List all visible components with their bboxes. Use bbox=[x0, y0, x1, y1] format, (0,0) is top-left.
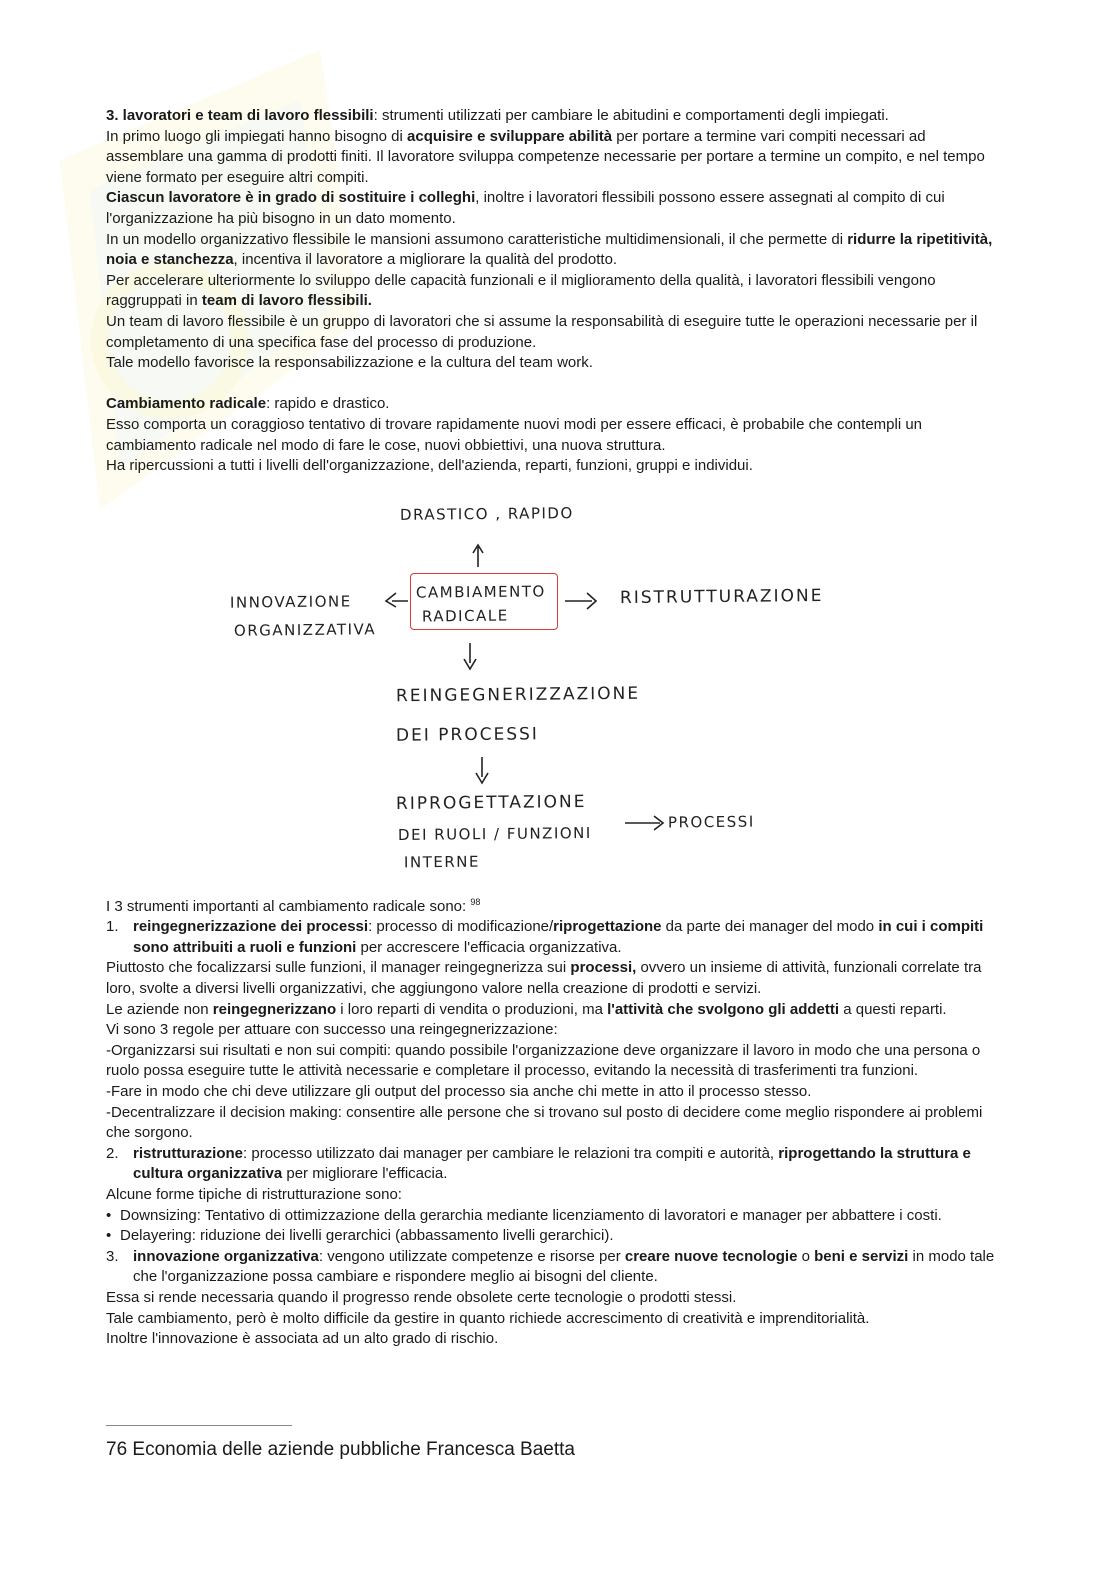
diagram-label-right: RISTRUTTURAZIONE bbox=[619, 585, 824, 609]
page-footer: 76 Economia delle aziende pubbliche Francesca Baetta bbox=[106, 1439, 575, 1460]
bullet-item: • Delayering: riduzione dei livelli gerarchici (abbassamento livelli gerarchici). bbox=[106, 1227, 614, 1245]
radical-paragraph: Ha ripercussioni a tutti i livelli dell'organizzazione, dell'azienda, reparti, funzioni, gruppi e individui. bbox=[106, 457, 753, 475]
section3-paragraph: In un modello organizzativo flessibile le mansioni assumono caratteristiche multidimensionali, il che permette di ridurre la ripetitività, noia e stanchezza, incentiva il lavoratore a migliorare la qualità del prodotto. bbox=[106, 230, 993, 269]
diagram-label-left: INNOVAZIONE bbox=[229, 592, 352, 612]
diagram-label-left: ORGANIZZATIVA bbox=[233, 620, 377, 640]
section3-heading: 3. lavoratori e team di lavoro flessibili: strumenti utilizzati per cambiare le abitudini e comportamenti degli impiegati. bbox=[106, 107, 889, 124]
arrow-down-icon bbox=[464, 643, 476, 669]
handwritten-diagram bbox=[220, 495, 840, 885]
diagram-label-mid: REINGEGNERIZZAZIONE bbox=[395, 683, 641, 707]
bullet-item: • Downsizing: Tentativo di ottimizzazione della gerarchia mediante licenziamento di lavoratori e manager per abbattere i costi. bbox=[106, 1206, 942, 1224]
tool-item-2: 2. ristrutturazione: processo utilizzato dai manager per cambiare le relazioni tra compiti e autorità, riprogettando la struttura e cultura organizzativa per migliorare l'efficacia. bbox=[106, 1144, 971, 1183]
tools-paragraph: Tale cambiamento, però è molto difficile da gestire in quanto richiede accrescimento di creatività e imprenditorialità. bbox=[106, 1309, 870, 1327]
footnote-divider bbox=[106, 1425, 292, 1426]
rule-item: -Decentralizzare il decision making: consentire alle persone che si trovano sul posto di decidere come meglio rispondere ai problemi che sorgono. bbox=[106, 1103, 983, 1142]
diagram-label-bottom: INTERNE bbox=[403, 852, 480, 872]
rule-item: -Organizzarsi sui risultati e non sui compiti: quando possibile l'organizzazione deve organizzare il lavoro in modo che una persona o ruolo possa eseguire tutte le attività necessarie e completare il processo, evitando la necessità di trasferimenti tra funzioni. bbox=[106, 1041, 981, 1080]
diagram-label-center: CAMBIAMENTO bbox=[415, 582, 546, 602]
diagram-label-bottom: DEI RUOLI / FUNZIONI bbox=[397, 823, 592, 845]
diagram-label-processi: PROCESSI bbox=[667, 812, 755, 832]
tools-paragraph: Alcune forme tipiche di ristrutturazione sono: bbox=[106, 1186, 402, 1203]
section3-paragraph: Per accelerare ulteriormente lo sviluppo delle capacità funzionali e il miglioramento della qualità, i lavoratori flessibili vengono raggruppati in team di lavoro flessibili. bbox=[106, 271, 936, 310]
radical-paragraph: Esso comporta un coraggioso tentativo di trovare rapidamente nuovi modi per essere efficaci, è probabile che contempli un cambiamento radicale nel modo di fare le cose, nuovi obbiettivi, una nuova struttura. bbox=[106, 415, 923, 454]
arrow-up-icon bbox=[473, 545, 483, 567]
diagram-label-center: RADICALE bbox=[421, 606, 509, 626]
section3-paragraph: Un team di lavoro flessibile è un gruppo di lavoratori che si assume la responsabilità di eseguire tutte le operazioni necessarie per il completamento di una specifica fase del processo di produzione. bbox=[106, 312, 978, 351]
tools-paragraph: Inoltre l'innovazione è associata ad un alto grado di rischio. bbox=[106, 1330, 499, 1348]
diagram-label-mid: DEI PROCESSI bbox=[395, 724, 540, 746]
section3-paragraph: In primo luogo gli impiegati hanno bisogno di acquisire e sviluppare abilità per portare a termine vari compiti necessari ad assemblare una gamma di prodotti finiti. Il lavoratore sviluppa competenze necessarie per portare a termine un compito, e nel tempo viene formato per eseguire altri compiti. bbox=[106, 127, 985, 186]
footnote-ref: 98 bbox=[470, 896, 481, 907]
tools-paragraph: Le aziende non reingegnerizzano i loro reparti di vendita o produzioni, ma l'attività che svolgono gli addetti a questi reparti. bbox=[106, 1000, 947, 1018]
rule-item: -Fare in modo che chi deve utilizzare gli output del processo sia anche chi mette in atto il processo stesso. bbox=[106, 1083, 812, 1101]
tools-paragraph: Vi sono 3 regole per attuare con successo una reingegnerizzazione: bbox=[106, 1021, 558, 1039]
tools-intro: I 3 strumenti importanti al cambiamento radicale sono: $^{98}$ bbox=[106, 896, 481, 915]
section3-paragraph: Tale modello favorisce la responsabilizzazione e la cultura del team work. bbox=[106, 354, 593, 372]
tool-item-1: 1. reingegnerizzazione dei processi: processo di modificazione/riprogettazione da parte dei manager del modo in cui i compiti sono attribuiti a ruoli e funzioni per accrescere l'efficacia organizzativa. bbox=[106, 918, 984, 956]
tools-paragraph: Essa si rende necessaria quando il progresso rende obsolete certe tecnologie o prodotti stessi. bbox=[106, 1288, 737, 1306]
radical-heading: Cambiamento radicale: rapido e drastico. bbox=[106, 395, 390, 413]
diagram-label-top: DRASTICO , RAPIDO bbox=[399, 504, 574, 524]
tool-item-3: 3. innovazione organizzativa: vengono utilizzate competenze e risorse per creare nuove tecnologie o beni e servizi in modo tale che l'organizzazione possa cambiare e rispondere meglio ai bisogni del cliente. bbox=[106, 1247, 995, 1286]
arrow-right-icon bbox=[565, 593, 596, 609]
arrow-left-icon bbox=[386, 593, 408, 607]
section3-paragraph: Ciascun lavoratore è in grado di sostituire i colleghi, inoltre i lavoratori flessibili possono essere assegnati al compito di cui l'organizzazione ha più bisogno in un dato momento. bbox=[106, 189, 945, 227]
arrow-down-icon bbox=[476, 757, 488, 783]
arrow-right-icon bbox=[625, 816, 663, 830]
diagram-label-bottom: RIPROGETTAZIONE bbox=[395, 792, 587, 814]
tools-paragraph: Piuttosto che focalizzarsi sulle funzioni, il manager reingegnerizza sui processi, ovvero un insieme di attività, funzionali correlate tra loro, svolte a diversi livelli organizzativi, che aggiungono valore nella creazione di prodotti e servizi. bbox=[106, 959, 982, 998]
